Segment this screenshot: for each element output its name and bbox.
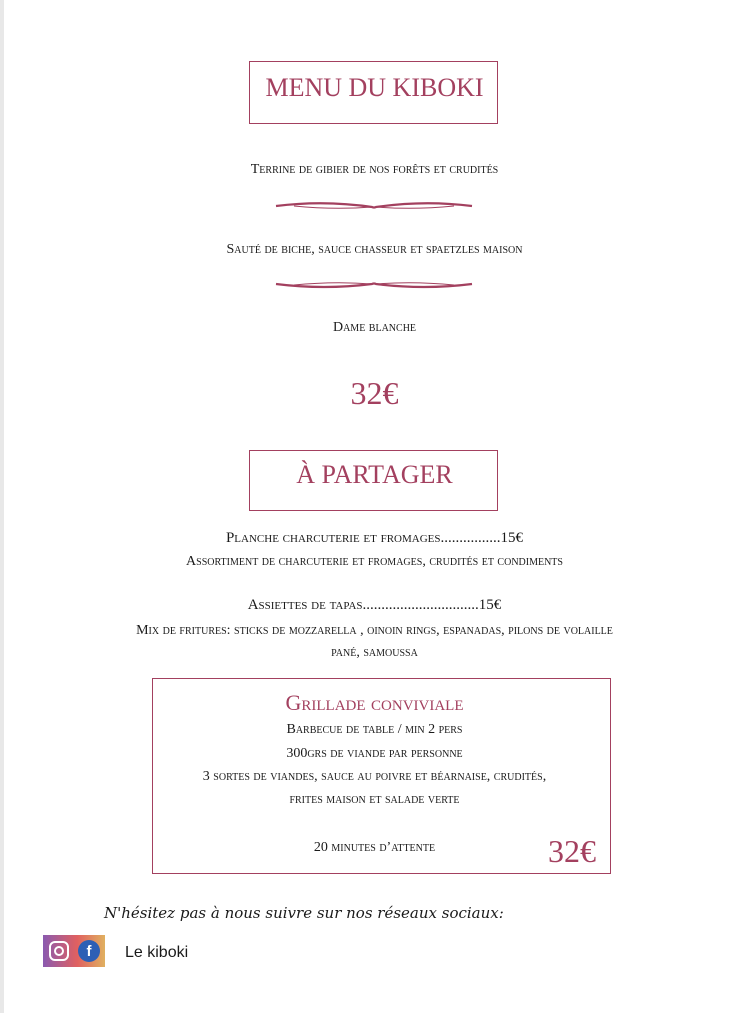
facebook-icon[interactable]: f bbox=[78, 940, 100, 962]
grill-line-4: frites maison et salade verte bbox=[289, 792, 460, 807]
share-item-2-price: 15€ bbox=[478, 597, 502, 613]
course-dessert: Dame blanche bbox=[332, 320, 417, 335]
share-item-2-desc: Mix de fritures: sticks de mozzarella , oinoin rings, espanadas, pilons de volaille bbox=[136, 623, 613, 638]
social-icons bbox=[43, 935, 105, 967]
grill-price: 32€ bbox=[548, 833, 596, 869]
share-item-1-name: Planche charcuterie et fromages bbox=[225, 530, 441, 546]
menu-price: 32€ bbox=[350, 375, 399, 411]
leader-dots: ............................... bbox=[362, 597, 479, 613]
grill-line-2: 300grs de viande par personne bbox=[286, 746, 463, 761]
share-title: À PARTAGER bbox=[296, 460, 453, 489]
share-item-1-price: 15€ bbox=[500, 530, 524, 546]
divider-ornament bbox=[274, 196, 474, 214]
instagram-icon[interactable] bbox=[49, 941, 69, 961]
share-item-2-heading bbox=[0, 597, 749, 614]
leader-dots: ................ bbox=[440, 530, 501, 546]
grill-title: Grillade conviviale bbox=[285, 690, 464, 715]
grill-wait: 20 minutes d’attente bbox=[313, 840, 436, 855]
share-item-2-name: Assiettes de tapas bbox=[247, 597, 363, 613]
course-starter: Terrine de gibier de nos forêts et crudités bbox=[250, 162, 499, 177]
page-edge bbox=[0, 0, 4, 1013]
social-handle: Le kiboki bbox=[125, 944, 189, 961]
grill-line-3: 3 sortes de viandes, sauce au poivre et béarnaise, crudités, bbox=[202, 769, 547, 784]
share-item-1-desc: Assortiment de charcuterie et fromages, crudités et condiments bbox=[186, 554, 563, 569]
divider-ornament bbox=[274, 276, 474, 294]
menu-title: MENU DU KIBOKI bbox=[265, 73, 484, 102]
social-note: N'hésitez pas à nous suivre sur nos réseaux sociaux: bbox=[104, 904, 504, 922]
share-item-1-heading bbox=[0, 530, 749, 547]
course-main: Sauté de biche, sauce chasseur et spaetzles maison bbox=[226, 242, 523, 257]
grill-line-1: Barbecue de table / min 2 pers bbox=[286, 722, 463, 737]
share-item-2-desc-cont: pané, samoussa bbox=[331, 645, 418, 660]
